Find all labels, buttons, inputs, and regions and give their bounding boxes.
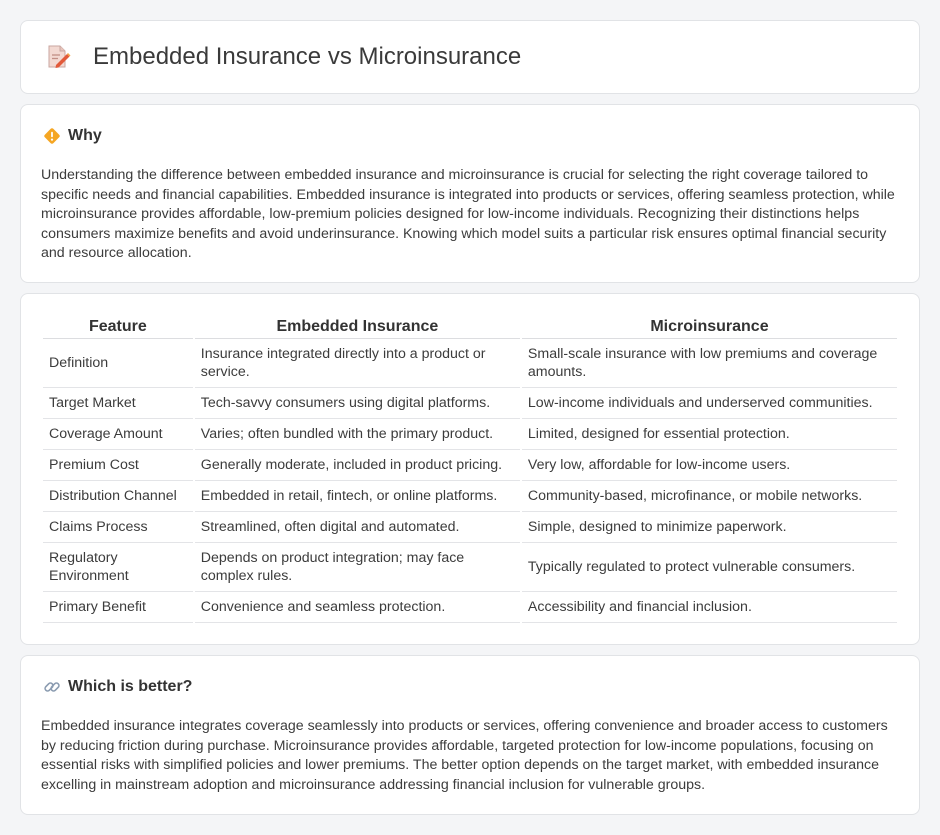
row-micro: Limited, designed for essential protection. xyxy=(522,419,897,450)
column-header-embedded: Embedded Insurance xyxy=(195,318,520,339)
table-row xyxy=(43,481,897,512)
which-better-section xyxy=(20,655,920,815)
table-row xyxy=(43,512,897,543)
title-card xyxy=(20,20,920,94)
link-icon xyxy=(43,678,61,696)
row-feature: Target Market xyxy=(43,388,193,419)
row-embedded: Convenience and seamless protection. xyxy=(195,592,520,623)
column-header-micro: Microinsurance xyxy=(522,318,897,339)
table-row xyxy=(43,450,897,481)
better-title: Which is better? xyxy=(68,678,193,695)
table-row xyxy=(43,592,897,623)
row-micro: Community-based, microfinance, or mobile networks. xyxy=(522,481,897,512)
why-section xyxy=(20,104,920,283)
row-feature: Coverage Amount xyxy=(43,419,193,450)
why-text: Understanding the difference between embedded insurance and microinsurance is crucial for selecting the right coverage tailored to specific needs and financial capabilities. Embedded insurance is integrated into products or services, offering seamless protection, while microinsurance provides affordable, low-premium policies designed for low-income individuals. Recognizing their distinctions helps consumers maximize benefits and avoid underinsurance. Knowing which model suits a particular risk ensures optimal financial security and resource allocation. xyxy=(41,167,895,262)
row-micro: Typically regulated to protect vulnerable consumers. xyxy=(522,543,897,592)
better-text: Embedded insurance integrates coverage seamlessly into products or services, offering convenience and broader access to customers by reducing friction during purchase. Microinsurance provides affordable, targeted protection for low-income populations, focusing on essential risks with simplified policies and lower premiums. The better option depends on the target market, with embedded insurance excelling in mainstream adoption and microinsurance addressing financial inclusion for vulnerable groups. xyxy=(41,718,888,793)
table-row xyxy=(43,543,897,592)
comparison-table xyxy=(41,318,899,623)
row-embedded: Tech-savvy consumers using digital platforms. xyxy=(195,388,520,419)
why-header xyxy=(43,127,102,145)
row-embedded: Depends on product integration; may face complex rules. xyxy=(195,543,520,592)
row-feature: Definition xyxy=(43,339,193,388)
page-title: Embedded Insurance vs Microinsurance xyxy=(93,43,522,70)
document-pen-icon xyxy=(45,44,71,70)
row-embedded: Streamlined, often digital and automated. xyxy=(195,512,520,543)
row-micro: Very low, affordable for low-income users. xyxy=(522,450,897,481)
row-micro: Accessibility and financial inclusion. xyxy=(522,592,897,623)
row-feature: Primary Benefit xyxy=(43,592,193,623)
table-row xyxy=(43,388,897,419)
table-header-row xyxy=(43,318,897,339)
row-embedded: Insurance integrated directly into a product or service. xyxy=(195,339,520,388)
row-embedded: Generally moderate, included in product pricing. xyxy=(195,450,520,481)
table-row xyxy=(43,419,897,450)
row-feature: Regulatory Environment xyxy=(43,543,193,592)
row-micro: Small-scale insurance with low premiums and coverage amounts. xyxy=(522,339,897,388)
row-embedded: Embedded in retail, fintech, or online platforms. xyxy=(195,481,520,512)
table-row xyxy=(43,339,897,388)
row-feature: Premium Cost xyxy=(43,450,193,481)
row-feature: Claims Process xyxy=(43,512,193,543)
better-header xyxy=(43,678,192,696)
comparison-section xyxy=(20,293,920,645)
title-row xyxy=(45,43,521,71)
row-embedded: Varies; often bundled with the primary product. xyxy=(195,419,520,450)
column-header-feature: Feature xyxy=(43,318,193,339)
row-feature: Distribution Channel xyxy=(43,481,193,512)
diamond-warning-icon xyxy=(43,127,61,145)
row-micro: Low-income individuals and underserved communities. xyxy=(522,388,897,419)
row-micro: Simple, designed to minimize paperwork. xyxy=(522,512,897,543)
why-title: Why xyxy=(68,127,102,144)
